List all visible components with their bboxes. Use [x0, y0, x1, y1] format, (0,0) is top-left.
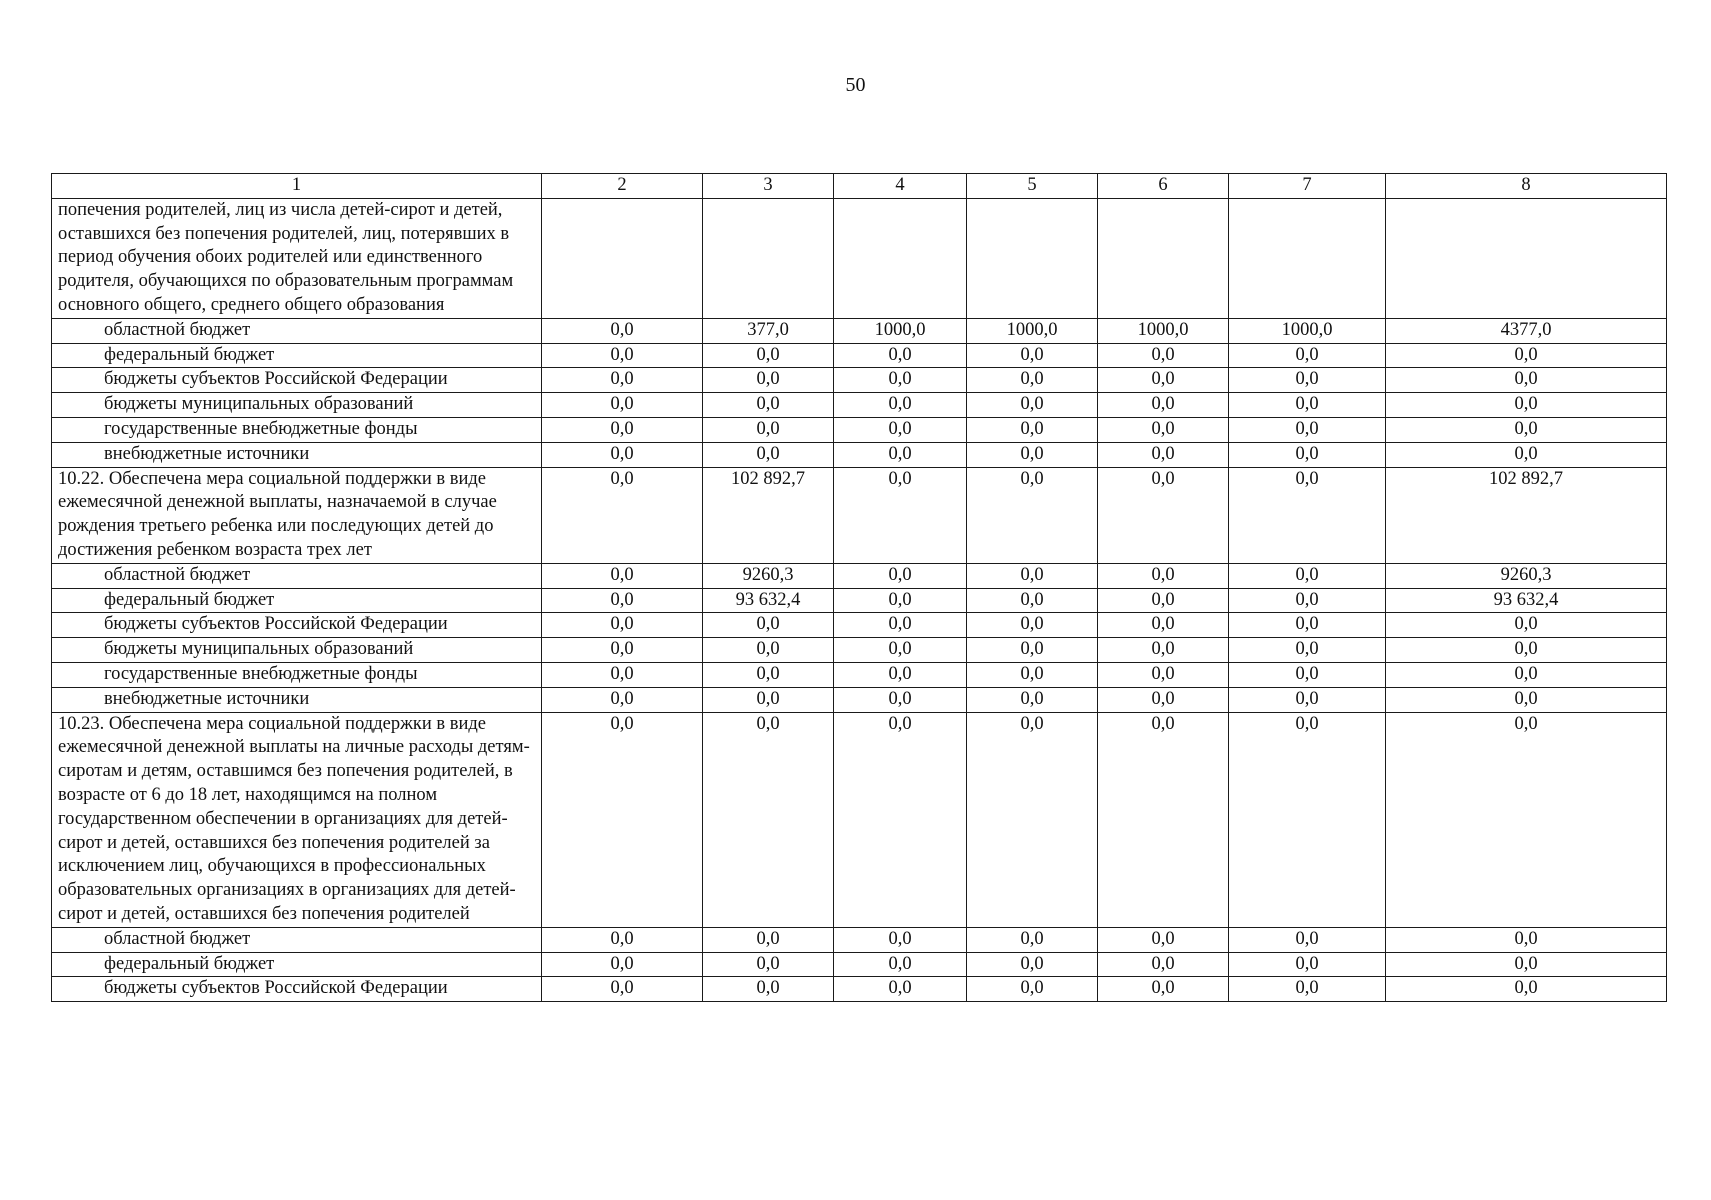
budget-value-col-5: 0,0	[967, 638, 1098, 663]
budget-value-col-6: 1000,0	[1098, 318, 1229, 343]
section-value-col-3	[703, 198, 834, 318]
budget-value-col-2: 0,0	[542, 368, 703, 393]
budget-value-col-2: 0,0	[542, 977, 703, 1002]
budget-value-col-6: 0,0	[1098, 977, 1229, 1002]
section-value-col-2: 0,0	[542, 467, 703, 563]
section-value-col-6: 0,0	[1098, 712, 1229, 927]
budget-value-col-5: 0,0	[967, 442, 1098, 467]
budget-value-col-8: 0,0	[1386, 927, 1667, 952]
budget-value-col-8: 93 632,4	[1386, 588, 1667, 613]
budget-value-col-2: 0,0	[542, 393, 703, 418]
budget-value-col-3: 0,0	[703, 442, 834, 467]
budget-value-col-5: 0,0	[967, 588, 1098, 613]
budget-value-col-6: 0,0	[1098, 368, 1229, 393]
budget-value-col-6: 0,0	[1098, 952, 1229, 977]
budget-source-label: бюджеты субъектов Российской Федерации	[52, 977, 542, 1002]
budget-value-col-8: 0,0	[1386, 368, 1667, 393]
budget-value-col-5: 0,0	[967, 343, 1098, 368]
budget-value-col-4: 0,0	[834, 588, 967, 613]
header-cell-4: 4	[834, 174, 967, 199]
budget-value-col-2: 0,0	[542, 318, 703, 343]
budget-source-label: бюджеты муниципальных образований	[52, 638, 542, 663]
section-row	[52, 467, 1667, 563]
budget-source-label: федеральный бюджет	[52, 588, 542, 613]
budget-value-col-7: 0,0	[1229, 442, 1386, 467]
budget-value-col-8: 0,0	[1386, 952, 1667, 977]
budget-value-col-4: 0,0	[834, 687, 967, 712]
budget-value-col-5: 0,0	[967, 393, 1098, 418]
budget-value-col-3: 0,0	[703, 927, 834, 952]
budget-value-col-8: 0,0	[1386, 442, 1667, 467]
budget-value-col-3: 0,0	[703, 952, 834, 977]
section-value-col-6: 0,0	[1098, 467, 1229, 563]
budget-value-col-8: 0,0	[1386, 343, 1667, 368]
budget-source-label: государственные внебюджетные фонды	[52, 662, 542, 687]
budget-source-row	[52, 662, 1667, 687]
budget-value-col-5: 0,0	[967, 687, 1098, 712]
section-value-col-3: 0,0	[703, 712, 834, 927]
budget-value-col-2: 0,0	[542, 563, 703, 588]
budget-value-col-4: 1000,0	[834, 318, 967, 343]
budget-value-col-4: 0,0	[834, 343, 967, 368]
budget-value-col-3: 0,0	[703, 393, 834, 418]
budget-value-col-4: 0,0	[834, 977, 967, 1002]
section-title: попечения родителей, лиц из числа детей-сирот и детей, оставшихся без попечения родителей, лиц, потерявших в период обучения обоих родителей или единственного родителя, обучающихся по образовательным программам основного общего, среднего общего образования	[52, 198, 542, 318]
budget-value-col-8: 0,0	[1386, 638, 1667, 663]
budget-table	[51, 173, 1667, 1002]
budget-source-row	[52, 588, 1667, 613]
budget-value-col-7: 0,0	[1229, 343, 1386, 368]
section-value-col-4	[834, 198, 967, 318]
header-cell-3: 3	[703, 174, 834, 199]
budget-value-col-4: 0,0	[834, 927, 967, 952]
budget-source-row	[52, 927, 1667, 952]
section-value-col-4: 0,0	[834, 712, 967, 927]
budget-value-col-8: 0,0	[1386, 393, 1667, 418]
budget-value-col-6: 0,0	[1098, 687, 1229, 712]
budget-value-col-2: 0,0	[542, 417, 703, 442]
budget-source-row	[52, 393, 1667, 418]
budget-value-col-7: 0,0	[1229, 927, 1386, 952]
budget-value-col-6: 0,0	[1098, 927, 1229, 952]
budget-value-col-8: 0,0	[1386, 662, 1667, 687]
budget-value-col-5: 0,0	[967, 417, 1098, 442]
budget-value-col-6: 0,0	[1098, 613, 1229, 638]
budget-value-col-7: 0,0	[1229, 638, 1386, 663]
budget-source-row	[52, 368, 1667, 393]
budget-value-col-2: 0,0	[542, 442, 703, 467]
section-value-col-8	[1386, 198, 1667, 318]
budget-source-row	[52, 638, 1667, 663]
budget-value-col-3: 0,0	[703, 343, 834, 368]
budget-value-col-2: 0,0	[542, 613, 703, 638]
budget-value-col-5: 0,0	[967, 927, 1098, 952]
budget-source-label: федеральный бюджет	[52, 952, 542, 977]
budget-source-label: федеральный бюджет	[52, 343, 542, 368]
budget-value-col-4: 0,0	[834, 563, 967, 588]
header-cell-2: 2	[542, 174, 703, 199]
budget-value-col-8: 0,0	[1386, 977, 1667, 1002]
budget-value-col-8: 4377,0	[1386, 318, 1667, 343]
budget-source-label: областной бюджет	[52, 927, 542, 952]
budget-source-row	[52, 563, 1667, 588]
budget-value-col-6: 0,0	[1098, 638, 1229, 663]
budget-value-col-7: 1000,0	[1229, 318, 1386, 343]
section-value-col-7: 0,0	[1229, 712, 1386, 927]
budget-value-col-8: 9260,3	[1386, 563, 1667, 588]
budget-value-col-5: 0,0	[967, 613, 1098, 638]
budget-value-col-2: 0,0	[542, 952, 703, 977]
budget-value-col-2: 0,0	[542, 343, 703, 368]
budget-value-col-2: 0,0	[542, 638, 703, 663]
budget-value-col-3: 93 632,4	[703, 588, 834, 613]
budget-value-col-8: 0,0	[1386, 687, 1667, 712]
budget-value-col-6: 0,0	[1098, 588, 1229, 613]
budget-source-row	[52, 343, 1667, 368]
budget-value-col-7: 0,0	[1229, 417, 1386, 442]
budget-value-col-7: 0,0	[1229, 952, 1386, 977]
section-value-col-5	[967, 198, 1098, 318]
budget-value-col-2: 0,0	[542, 588, 703, 613]
budget-value-col-3: 0,0	[703, 662, 834, 687]
budget-value-col-4: 0,0	[834, 638, 967, 663]
budget-value-col-4: 0,0	[834, 662, 967, 687]
budget-source-row	[52, 318, 1667, 343]
budget-value-col-3: 377,0	[703, 318, 834, 343]
budget-value-col-3: 0,0	[703, 638, 834, 663]
section-title: 10.22. Обеспечена мера социальной поддержки в виде ежемесячной денежной выплаты, назначаемой в случае рождения третьего ребенка или последующих детей до достижения ребенком возраста трех лет	[52, 467, 542, 563]
budget-value-col-6: 0,0	[1098, 563, 1229, 588]
budget-source-row	[52, 977, 1667, 1002]
section-title: 10.23. Обеспечена мера социальной поддержки в виде ежемесячной денежной выплаты на личные расходы детям-сиротам и детям, оставшимся без попечения родителей, в возрасте от 6 до 18 лет, находящимся на полном государственном обеспечении в организациях для детей-сирот и детей, оставшихся без попечения родителей за исключением лиц, обучающихся в профессиональных образовательных организациях в организациях для детей-сирот и детей, оставшихся без попечения родителей	[52, 712, 542, 927]
budget-value-col-4: 0,0	[834, 952, 967, 977]
section-value-col-7	[1229, 198, 1386, 318]
budget-value-col-3: 9260,3	[703, 563, 834, 588]
budget-source-label: бюджеты муниципальных образований	[52, 393, 542, 418]
budget-source-label: областной бюджет	[52, 318, 542, 343]
budget-value-col-4: 0,0	[834, 368, 967, 393]
section-value-col-8: 0,0	[1386, 712, 1667, 927]
section-value-col-5: 0,0	[967, 712, 1098, 927]
header-cell-1: 1	[52, 174, 542, 199]
section-row	[52, 198, 1667, 318]
budget-value-col-5: 1000,0	[967, 318, 1098, 343]
budget-source-row	[52, 442, 1667, 467]
budget-value-col-7: 0,0	[1229, 613, 1386, 638]
section-value-col-8: 102 892,7	[1386, 467, 1667, 563]
budget-value-col-3: 0,0	[703, 417, 834, 442]
budget-value-col-7: 0,0	[1229, 662, 1386, 687]
budget-value-col-6: 0,0	[1098, 442, 1229, 467]
budget-value-col-6: 0,0	[1098, 343, 1229, 368]
header-row	[52, 174, 1667, 199]
budget-value-col-5: 0,0	[967, 977, 1098, 1002]
section-value-col-5: 0,0	[967, 467, 1098, 563]
budget-value-col-4: 0,0	[834, 442, 967, 467]
budget-value-col-7: 0,0	[1229, 588, 1386, 613]
budget-source-label: внебюджетные источники	[52, 442, 542, 467]
section-value-col-2: 0,0	[542, 712, 703, 927]
budget-value-col-4: 0,0	[834, 613, 967, 638]
budget-source-label: внебюджетные источники	[52, 687, 542, 712]
section-value-col-7: 0,0	[1229, 467, 1386, 563]
budget-source-row	[52, 613, 1667, 638]
section-row	[52, 712, 1667, 927]
budget-value-col-3: 0,0	[703, 687, 834, 712]
section-value-col-6	[1098, 198, 1229, 318]
budget-value-col-7: 0,0	[1229, 563, 1386, 588]
budget-value-col-4: 0,0	[834, 393, 967, 418]
budget-value-col-2: 0,0	[542, 662, 703, 687]
header-cell-8: 8	[1386, 174, 1667, 199]
budget-value-col-5: 0,0	[967, 662, 1098, 687]
budget-value-col-3: 0,0	[703, 613, 834, 638]
budget-value-col-6: 0,0	[1098, 662, 1229, 687]
header-cell-5: 5	[967, 174, 1098, 199]
page-number: 50	[845, 74, 866, 96]
header-cell-7: 7	[1229, 174, 1386, 199]
budget-value-col-3: 0,0	[703, 977, 834, 1002]
budget-value-col-7: 0,0	[1229, 393, 1386, 418]
budget-value-col-5: 0,0	[967, 952, 1098, 977]
budget-source-row	[52, 417, 1667, 442]
table-body	[52, 198, 1667, 1001]
budget-value-col-2: 0,0	[542, 687, 703, 712]
budget-value-col-8: 0,0	[1386, 417, 1667, 442]
budget-value-col-3: 0,0	[703, 368, 834, 393]
budget-value-col-6: 0,0	[1098, 393, 1229, 418]
budget-source-row	[52, 687, 1667, 712]
budget-source-label: государственные внебюджетные фонды	[52, 417, 542, 442]
budget-value-col-6: 0,0	[1098, 417, 1229, 442]
budget-source-label: бюджеты субъектов Российской Федерации	[52, 613, 542, 638]
budget-value-col-7: 0,0	[1229, 368, 1386, 393]
budget-source-row	[52, 952, 1667, 977]
header-cell-6: 6	[1098, 174, 1229, 199]
section-value-col-2	[542, 198, 703, 318]
budget-value-col-5: 0,0	[967, 368, 1098, 393]
section-value-col-3: 102 892,7	[703, 467, 834, 563]
budget-value-col-5: 0,0	[967, 563, 1098, 588]
budget-source-label: областной бюджет	[52, 563, 542, 588]
budget-value-col-4: 0,0	[834, 417, 967, 442]
budget-value-col-2: 0,0	[542, 927, 703, 952]
budget-value-col-8: 0,0	[1386, 613, 1667, 638]
budget-value-col-7: 0,0	[1229, 977, 1386, 1002]
budget-source-label: бюджеты субъектов Российской Федерации	[52, 368, 542, 393]
budget-value-col-7: 0,0	[1229, 687, 1386, 712]
section-value-col-4: 0,0	[834, 467, 967, 563]
